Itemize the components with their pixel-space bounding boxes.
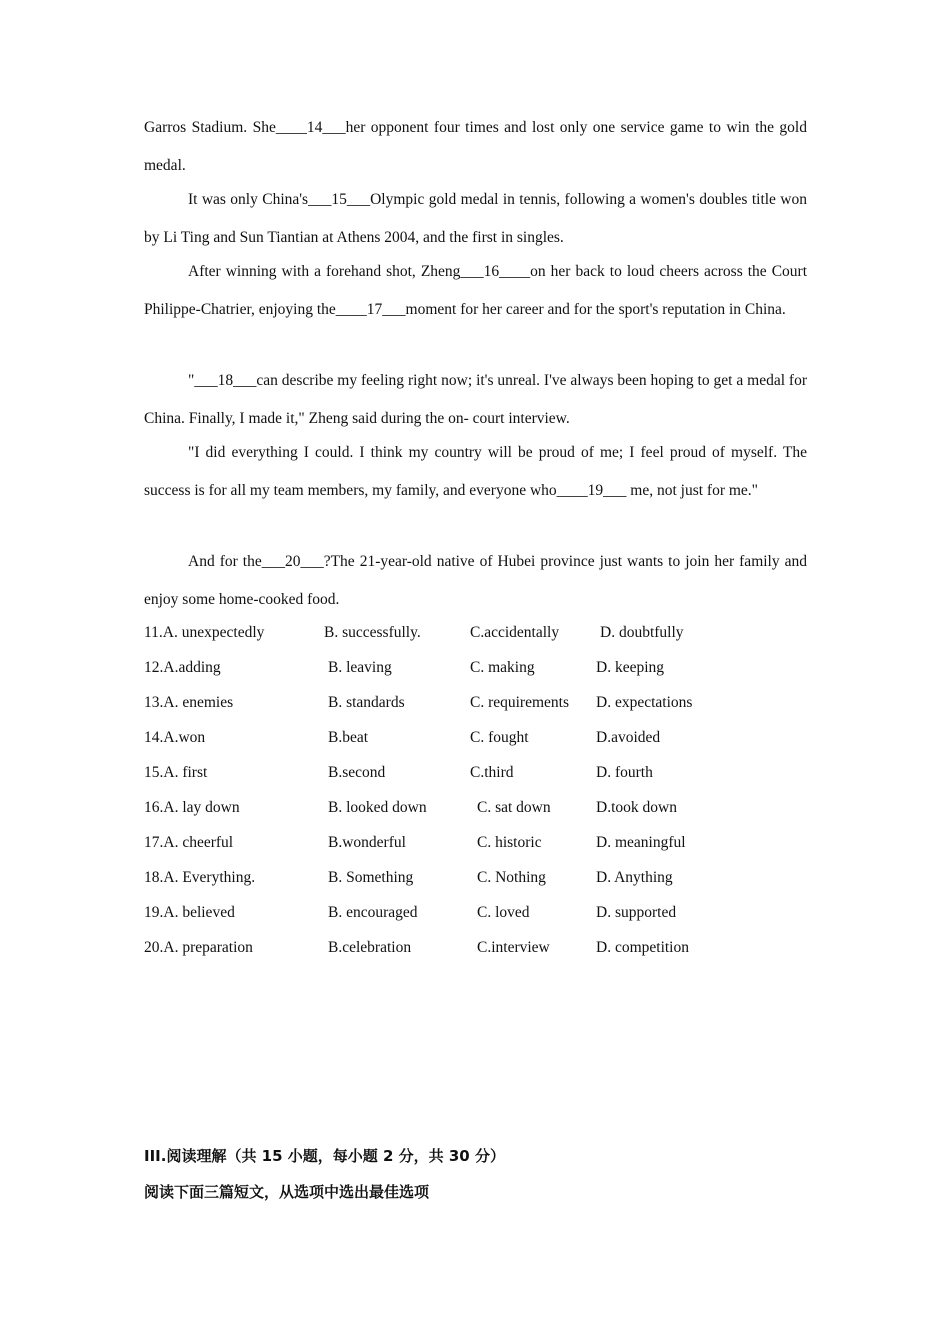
- passage-paragraph-6: And for the___20___?The 21-year-old native of Hubei province just wants to join her family and enjoy some home-cooked food.: [144, 553, 807, 608]
- option-d: D. fourth: [596, 764, 653, 781]
- option-c: C.third: [470, 764, 514, 781]
- option-c: C. loved: [477, 904, 530, 921]
- question-20-options: [144, 930, 807, 965]
- option-c: C. making: [470, 659, 535, 676]
- option-b: B.celebration: [328, 939, 412, 956]
- option-d: D. competition: [596, 939, 689, 956]
- option-b: B. looked down: [328, 799, 427, 816]
- passage-paragraph-1: Garros Stadium. She____14___her opponent four times and lost only one service game to win the gold medal.: [144, 119, 807, 174]
- option-a: 19.A. believed: [144, 904, 235, 921]
- option-a: 17.A. cheerful: [144, 834, 234, 851]
- option-b: B.second: [328, 764, 386, 781]
- question-15-options: [144, 755, 807, 790]
- option-d: D. meaningful: [596, 834, 686, 851]
- question-14-options: [144, 720, 807, 755]
- option-c: C. Nothing: [477, 869, 546, 886]
- option-d: D.took down: [596, 799, 677, 816]
- option-d: D. doubtfully: [600, 624, 684, 641]
- question-13-options: [144, 685, 807, 720]
- section-instruction: 阅读下面三篇短文，从选项中选出最佳选项: [144, 1183, 430, 1201]
- option-b: B. leaving: [328, 659, 392, 676]
- option-b: B. standards: [328, 694, 405, 711]
- option-a: 14.A.won: [144, 729, 206, 746]
- passage-paragraph-5: "I did everything I could. I think my country will be proud of me; I feel proud of myself. The success is for all my team members, my family, and everyone who____19___ me, not just for me.": [144, 444, 807, 499]
- option-a: 15.A. first: [144, 764, 208, 781]
- option-a: 12.A.adding: [144, 659, 221, 676]
- option-b: B. Something: [328, 869, 414, 886]
- option-c: C. sat down: [477, 799, 551, 816]
- option-c: C. requirements: [470, 694, 570, 711]
- option-d: D. expectations: [596, 694, 693, 711]
- option-c: C.accidentally: [470, 624, 560, 641]
- option-d: D. supported: [596, 904, 677, 921]
- question-17-options: [144, 825, 807, 860]
- option-c: C. fought: [470, 729, 529, 746]
- question-18-options: [144, 860, 807, 895]
- section-heading: III.阅读理解（共 15 小题，每小题 2 分，共 30 分）: [144, 1147, 505, 1165]
- option-a: 18.A. Everything.: [144, 869, 256, 886]
- option-b: B. successfully.: [324, 624, 421, 641]
- question-11-options: [144, 615, 807, 650]
- option-d: D. keeping: [596, 659, 665, 676]
- option-a: 16.A. lay down: [144, 799, 240, 816]
- question-12-options: [144, 650, 807, 685]
- question-16-options: [144, 790, 807, 825]
- option-d: D. Anything: [596, 869, 673, 886]
- option-a: 13.A. enemies: [144, 694, 234, 711]
- option-c: C.interview: [477, 939, 550, 956]
- option-d: D.avoided: [596, 729, 661, 746]
- option-a: 20.A. preparation: [144, 939, 253, 956]
- answer-options-list: [144, 615, 807, 965]
- option-a: 11.A. unexpectedly: [144, 624, 265, 641]
- passage-paragraph-3: After winning with a forehand shot, Zheng___16____on her back to loud cheers across the Court Philippe-Chatrier, enjoying the____17___moment for her career and for the sport's reputation in China.: [144, 263, 807, 318]
- option-c: C. historic: [477, 834, 542, 851]
- option-b: B.beat: [328, 729, 369, 746]
- option-b: B. encouraged: [328, 904, 418, 921]
- passage-paragraph-4: "___18___can describe my feeling right now; it's unreal. I've always been hoping to get a medal for China. Finally, I made it," Zheng said during the on- court interview.: [144, 372, 807, 427]
- question-19-options: [144, 895, 807, 930]
- option-b: B.wonderful: [328, 834, 406, 851]
- passage-paragraph-2: It was only China's___15___Olympic gold medal in tennis, following a women's doubles title won by Li Ting and Sun Tiantian at Athens 2004, and the first in singles.: [144, 191, 807, 246]
